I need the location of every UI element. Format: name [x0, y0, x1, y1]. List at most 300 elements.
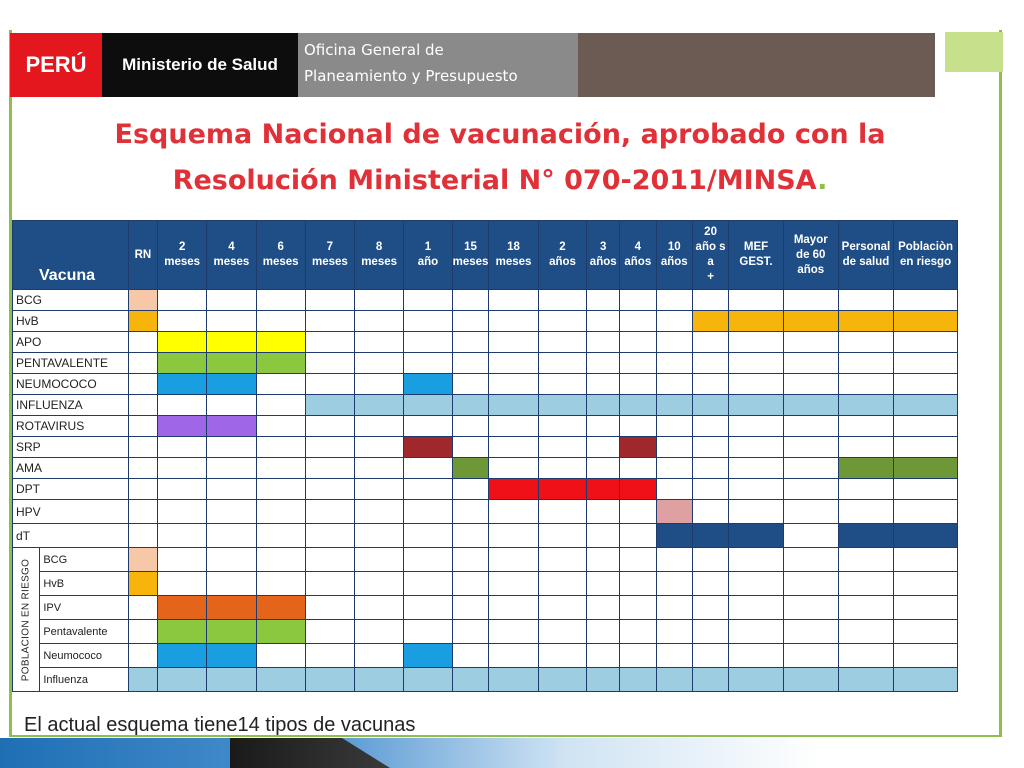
- table-row-risk: [13, 620, 1024, 644]
- schedule-cell: [404, 524, 452, 548]
- table-row: [13, 353, 1024, 374]
- schedule-cell: [256, 374, 305, 395]
- schedule-cell: [587, 500, 620, 524]
- schedule-cell: [489, 353, 538, 374]
- schedule-cell: [207, 644, 256, 668]
- schedule-cell: [158, 353, 207, 374]
- risk-vaccine-name: Neumococo: [40, 644, 128, 668]
- schedule-cell: [729, 311, 784, 332]
- schedule-cell: [207, 479, 256, 500]
- schedule-cell: [838, 548, 894, 572]
- header-col: [783, 221, 838, 290]
- header-col-line: 7: [326, 241, 334, 253]
- green-accent-bar: [945, 32, 1003, 72]
- schedule-cell: [587, 290, 620, 311]
- schedule-cell: [207, 620, 256, 644]
- schedule-cell: [305, 311, 354, 332]
- risk-group-cell: [13, 548, 40, 692]
- schedule-cell: [729, 458, 784, 479]
- schedule-cell: [838, 374, 894, 395]
- schedule-cell: [783, 524, 838, 548]
- schedule-cell: [894, 332, 958, 353]
- schedule-cell: [489, 596, 538, 620]
- schedule-cell: [355, 572, 404, 596]
- schedule-cell: [158, 395, 207, 416]
- schedule-cell: [894, 458, 958, 479]
- schedule-cell: [894, 311, 958, 332]
- schedule-cell: [729, 479, 784, 500]
- schedule-cell: [355, 458, 404, 479]
- table-header-row: [13, 221, 1024, 290]
- schedule-cell: [128, 500, 157, 524]
- table-row: [13, 311, 1024, 332]
- schedule-cell: [128, 548, 157, 572]
- schedule-cell: [693, 596, 729, 620]
- schedule-cell: [452, 311, 489, 332]
- schedule-cell: [256, 290, 305, 311]
- schedule-cell: [404, 596, 452, 620]
- vaccine-name: SRP: [13, 437, 129, 458]
- schedule-cell: [305, 548, 354, 572]
- schedule-cell: [404, 572, 452, 596]
- schedule-cell: [355, 524, 404, 548]
- header-col: [620, 221, 656, 290]
- schedule-cell: [620, 668, 656, 692]
- table-row: [13, 500, 1024, 524]
- table-row-risk: [13, 548, 1024, 572]
- schedule-cell: [783, 644, 838, 668]
- schedule-cell: [256, 353, 305, 374]
- schedule-cell: [158, 668, 207, 692]
- header-col: [452, 221, 489, 290]
- table-row-risk: [13, 596, 1024, 620]
- schedule-cell: [158, 332, 207, 353]
- header-col: [404, 221, 452, 290]
- header-col-line: meses: [495, 256, 532, 268]
- schedule-cell: [838, 524, 894, 548]
- schedule-cell: [305, 524, 354, 548]
- schedule-cell: [587, 548, 620, 572]
- schedule-cell: [656, 620, 692, 644]
- schedule-cell: [128, 620, 157, 644]
- schedule-cell: [452, 332, 489, 353]
- schedule-cell: [587, 668, 620, 692]
- schedule-cell: [894, 395, 958, 416]
- schedule-cell: [894, 416, 958, 437]
- schedule-cell: [587, 644, 620, 668]
- header-col-line: 8: [375, 241, 383, 253]
- schedule-cell: [538, 644, 587, 668]
- risk-vaccine-name: IPV: [40, 596, 128, 620]
- table-row: [13, 416, 1024, 437]
- schedule-cell: [355, 353, 404, 374]
- schedule-cell: [404, 548, 452, 572]
- schedule-cell: [305, 572, 354, 596]
- schedule-cell: [620, 353, 656, 374]
- schedule-cell: [656, 290, 692, 311]
- header-col-line: meses: [311, 256, 348, 268]
- header-col: [305, 221, 354, 290]
- schedule-cell: [656, 332, 692, 353]
- header-col-line: 15: [464, 241, 477, 253]
- schedule-cell: [587, 311, 620, 332]
- schedule-cell: [158, 479, 207, 500]
- schedule-cell: [538, 479, 587, 500]
- schedule-cell: [489, 374, 538, 395]
- schedule-cell: [838, 395, 894, 416]
- title-line-2-text: Resolución Ministerial N° 070-2011/MINSA: [172, 165, 818, 196]
- schedule-cell: [355, 500, 404, 524]
- schedule-cell: [693, 290, 729, 311]
- header-col-line: meses: [262, 256, 299, 268]
- schedule-cell: [404, 353, 452, 374]
- schedule-cell: [538, 524, 587, 548]
- header-col-line: MEF: [743, 241, 769, 253]
- title-line-2: [30, 158, 970, 204]
- schedule-cell: [620, 395, 656, 416]
- office-label: [298, 33, 578, 97]
- schedule-cell: [489, 290, 538, 311]
- schedule-cell: [783, 437, 838, 458]
- schedule-cell: [693, 311, 729, 332]
- schedule-cell: [693, 524, 729, 548]
- schedule-cell: [158, 290, 207, 311]
- schedule-cell: [838, 596, 894, 620]
- schedule-cell: [538, 311, 587, 332]
- schedule-cell: [256, 596, 305, 620]
- schedule-cell: [894, 572, 958, 596]
- schedule-cell: [404, 668, 452, 692]
- schedule-cell: [538, 572, 587, 596]
- schedule-cell: [158, 416, 207, 437]
- schedule-cell: [838, 458, 894, 479]
- schedule-cell: [207, 353, 256, 374]
- schedule-cell: [729, 524, 784, 548]
- header-col-line: GEST.: [739, 256, 773, 268]
- risk-vaccine-name: Influenza: [40, 668, 128, 692]
- schedule-cell: [207, 572, 256, 596]
- schedule-cell: [207, 596, 256, 620]
- header-vacuna: Vacuna: [13, 221, 129, 290]
- schedule-cell: [693, 644, 729, 668]
- schedule-cell: [256, 311, 305, 332]
- schedule-cell: [729, 548, 784, 572]
- schedule-cell: [489, 416, 538, 437]
- schedule-cell: [656, 548, 692, 572]
- schedule-cell: [452, 290, 489, 311]
- schedule-cell: [207, 500, 256, 524]
- schedule-cell: [894, 548, 958, 572]
- schedule-cell: [256, 548, 305, 572]
- schedule-cell: [452, 416, 489, 437]
- schedule-cell: [207, 668, 256, 692]
- schedule-cell: [783, 596, 838, 620]
- schedule-cell: [452, 524, 489, 548]
- schedule-cell: [656, 374, 692, 395]
- schedule-cell: [128, 353, 157, 374]
- schedule-cell: [894, 500, 958, 524]
- schedule-cell: [729, 620, 784, 644]
- schedule-cell: [693, 458, 729, 479]
- header-col-line: de 60: [796, 248, 826, 261]
- schedule-cell: [838, 290, 894, 311]
- schedule-cell: [128, 437, 157, 458]
- schedule-cell: [404, 290, 452, 311]
- schedule-cell: [693, 332, 729, 353]
- schedule-cell: [538, 620, 587, 644]
- schedule-cell: [128, 524, 157, 548]
- schedule-cell: [620, 416, 656, 437]
- schedule-cell: [256, 524, 305, 548]
- schedule-cell: [128, 311, 157, 332]
- schedule-cell: [256, 644, 305, 668]
- schedule-cell: [656, 479, 692, 500]
- schedule-cell: [128, 290, 157, 311]
- header-col-line: Personal: [841, 241, 891, 253]
- schedule-cell: [404, 620, 452, 644]
- schedule-cell: [620, 290, 656, 311]
- vaccine-name: INFLUENZA: [13, 395, 129, 416]
- schedule-cell: [783, 395, 838, 416]
- header-col-line: 6: [277, 241, 284, 253]
- schedule-cell: [656, 644, 692, 668]
- schedule-cell: [305, 644, 354, 668]
- schedule-cell: [452, 548, 489, 572]
- vaccination-table: [12, 220, 1024, 692]
- risk-vaccine-name: BCG: [40, 548, 128, 572]
- schedule-cell: [838, 416, 894, 437]
- schedule-cell: [838, 332, 894, 353]
- schedule-cell: [207, 548, 256, 572]
- schedule-cell: [452, 479, 489, 500]
- schedule-cell: [783, 458, 838, 479]
- schedule-cell: [838, 479, 894, 500]
- schedule-cell: [587, 596, 620, 620]
- schedule-cell: [783, 668, 838, 692]
- schedule-cell: [489, 311, 538, 332]
- schedule-cell: [305, 353, 354, 374]
- schedule-cell: [128, 395, 157, 416]
- schedule-cell: [158, 500, 207, 524]
- schedule-cell: [489, 458, 538, 479]
- schedule-cell: [355, 395, 404, 416]
- schedule-cell: [256, 620, 305, 644]
- schedule-cell: [587, 458, 620, 479]
- schedule-cell: [656, 395, 692, 416]
- schedule-cell: [489, 572, 538, 596]
- schedule-cell: [128, 332, 157, 353]
- schedule-cell: [128, 668, 157, 692]
- schedule-cell: [158, 374, 207, 395]
- schedule-cell: [538, 416, 587, 437]
- vaccine-name: APO: [13, 332, 129, 353]
- schedule-cell: [838, 500, 894, 524]
- schedule-cell: [894, 620, 958, 644]
- header-col-line: años: [589, 256, 617, 268]
- schedule-cell: [620, 620, 656, 644]
- schedule-cell: [158, 548, 207, 572]
- schedule-cell: [656, 311, 692, 332]
- schedule-cell: [838, 644, 894, 668]
- schedule-cell: [894, 596, 958, 620]
- schedule-cell: [538, 548, 587, 572]
- schedule-cell: [489, 500, 538, 524]
- schedule-cell: [693, 353, 729, 374]
- schedule-cell: [729, 353, 784, 374]
- schedule-cell: [894, 374, 958, 395]
- schedule-cell: [587, 395, 620, 416]
- schedule-cell: [355, 290, 404, 311]
- schedule-cell: [452, 458, 489, 479]
- office-line-1: Oficina General de: [304, 41, 444, 59]
- schedule-cell: [256, 500, 305, 524]
- schedule-cell: [783, 311, 838, 332]
- schedule-cell: [158, 596, 207, 620]
- schedule-cell: [489, 437, 538, 458]
- header-col-line: años: [797, 263, 825, 276]
- header-col: [158, 221, 207, 290]
- schedule-cell: [783, 572, 838, 596]
- risk-vaccine-name: HvB: [40, 572, 128, 596]
- schedule-cell: [656, 668, 692, 692]
- schedule-cell: [128, 572, 157, 596]
- table-row-risk: [13, 668, 1024, 692]
- schedule-cell: [894, 290, 958, 311]
- schedule-cell: [305, 620, 354, 644]
- vaccine-name: NEUMOCOCO: [13, 374, 129, 395]
- schedule-cell: [355, 596, 404, 620]
- schedule-cell: [256, 437, 305, 458]
- schedule-cell: [894, 353, 958, 374]
- schedule-cell: [783, 500, 838, 524]
- header-col-line: 2: [178, 241, 186, 253]
- header-col: [656, 221, 692, 290]
- table-row-risk: [13, 572, 1024, 596]
- header-col-line: 1: [424, 241, 432, 253]
- schedule-cell: [207, 374, 256, 395]
- ministry-text: Ministerio de Salud: [122, 55, 278, 74]
- schedule-cell: [355, 479, 404, 500]
- schedule-cell: [656, 353, 692, 374]
- schedule-cell: [305, 416, 354, 437]
- vaccine-name: HPV: [13, 500, 129, 524]
- risk-vaccine-name: Pentavalente: [40, 620, 128, 644]
- schedule-cell: [587, 437, 620, 458]
- schedule-cell: [693, 668, 729, 692]
- schedule-cell: [452, 500, 489, 524]
- schedule-cell: [538, 290, 587, 311]
- schedule-cell: [489, 548, 538, 572]
- schedule-cell: [729, 500, 784, 524]
- header-col-line: año s a: [695, 241, 726, 268]
- vaccine-name: BCG: [13, 290, 129, 311]
- header-col-line: de salud: [842, 256, 890, 268]
- schedule-cell: [693, 548, 729, 572]
- schedule-cell: [305, 395, 354, 416]
- title-dot: .: [817, 165, 828, 196]
- schedule-cell: [305, 479, 354, 500]
- schedule-cell: [620, 500, 656, 524]
- schedule-cell: [656, 572, 692, 596]
- schedule-cell: [538, 437, 587, 458]
- schedule-cell: [207, 458, 256, 479]
- schedule-cell: [355, 644, 404, 668]
- schedule-cell: [693, 500, 729, 524]
- header-col-line: años: [549, 256, 576, 268]
- vaccine-name: HvB: [13, 311, 129, 332]
- schedule-cell: [587, 353, 620, 374]
- header-col-line: 18: [507, 241, 520, 253]
- schedule-cell: [656, 524, 692, 548]
- schedule-cell: [305, 332, 354, 353]
- schedule-cell: [620, 572, 656, 596]
- schedule-cell: [729, 416, 784, 437]
- schedule-cell: [729, 395, 784, 416]
- schedule-cell: [489, 479, 538, 500]
- schedule-cell: [838, 620, 894, 644]
- schedule-cell: [620, 374, 656, 395]
- schedule-cell: [207, 395, 256, 416]
- table-row-risk: [13, 644, 1024, 668]
- schedule-cell: [693, 374, 729, 395]
- header-col: [207, 221, 256, 290]
- table-row: [13, 395, 1024, 416]
- schedule-cell: [207, 290, 256, 311]
- schedule-cell: [305, 458, 354, 479]
- schedule-cell: [305, 290, 354, 311]
- schedule-cell: [452, 353, 489, 374]
- schedule-cell: [729, 572, 784, 596]
- schedule-cell: [355, 311, 404, 332]
- schedule-cell: [128, 479, 157, 500]
- header-col: [489, 221, 538, 290]
- schedule-cell: [894, 524, 958, 548]
- schedule-cell: [783, 332, 838, 353]
- top-strip: [0, 0, 1024, 30]
- schedule-cell: [404, 332, 452, 353]
- schedule-cell: [452, 668, 489, 692]
- header-col-line: meses: [213, 256, 250, 268]
- schedule-cell: [620, 644, 656, 668]
- header-col: [538, 221, 587, 290]
- schedule-cell: [452, 437, 489, 458]
- schedule-cell: [256, 416, 305, 437]
- schedule-cell: [404, 458, 452, 479]
- schedule-cell: [838, 353, 894, 374]
- schedule-cell: [538, 353, 587, 374]
- header-col-line: meses: [361, 256, 398, 268]
- schedule-cell: [729, 374, 784, 395]
- schedule-cell: [729, 290, 784, 311]
- schedule-cell: [894, 668, 958, 692]
- table-row: [13, 458, 1024, 479]
- table-row: [13, 437, 1024, 458]
- header-col: [838, 221, 894, 290]
- schedule-cell: [656, 458, 692, 479]
- header-col-line: años: [660, 256, 688, 268]
- office-line-2: Planeamiento y Presupuesto: [304, 67, 518, 85]
- schedule-cell: [256, 458, 305, 479]
- table-row: [13, 332, 1024, 353]
- schedule-cell: [587, 374, 620, 395]
- schedule-cell: [587, 620, 620, 644]
- schedule-cell: [404, 479, 452, 500]
- schedule-cell: [452, 620, 489, 644]
- header-col: [693, 221, 729, 290]
- peru-label: PERÚ: [25, 52, 87, 77]
- schedule-cell: [783, 416, 838, 437]
- schedule-cell: [838, 668, 894, 692]
